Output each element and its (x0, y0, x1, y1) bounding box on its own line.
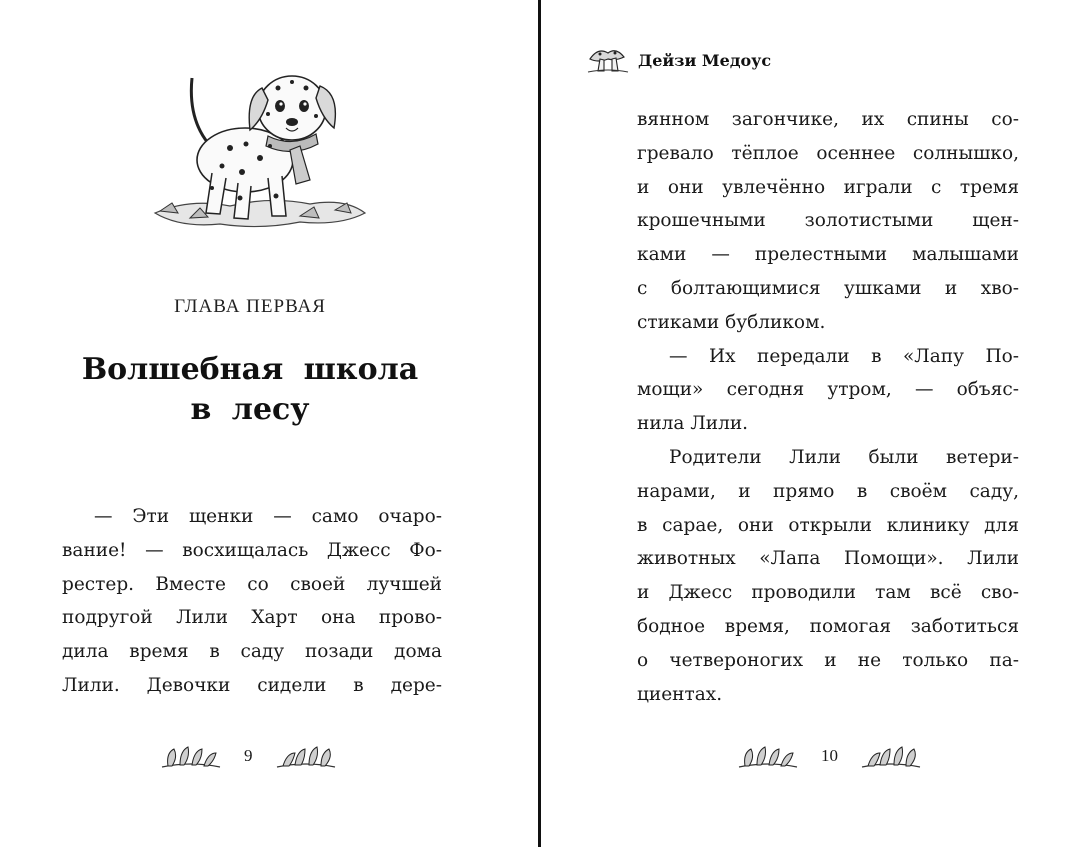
running-head-title: Дейзи Медоус (638, 50, 772, 70)
text-line: рестер. Вместе со своей лучшей (62, 573, 442, 595)
mushroom-icon (586, 45, 630, 75)
text-line: с болтающимися ушками и хво- (637, 277, 1019, 299)
text-line: — Их передали в «Лапу По- (669, 345, 1019, 367)
text-line: вание! — восхищалась Джесс Фо- (62, 539, 442, 561)
text-line: гревало тёплое осеннее солнышко, (637, 142, 1019, 164)
page-number: 9 (244, 746, 253, 765)
page-footer (160, 738, 337, 774)
chapter-title-line: Волшебная школа (81, 352, 419, 387)
text-line: — Эти щенки — само очаро- (94, 506, 442, 527)
chapter-label: ГЛАВА ПЕРВАЯ (174, 296, 326, 317)
left-page (0, 0, 538, 847)
page-divider (538, 0, 541, 847)
running-head (586, 44, 771, 76)
right-page (542, 0, 1078, 847)
leaf-ornament-icon (160, 741, 222, 771)
text-line: Лили. Девочки сидели в дере- (62, 674, 442, 696)
body-text (62, 500, 442, 703)
text-line: в сарае, они открыли клинику для (637, 514, 1019, 536)
dalmatian-puppy-illustration (150, 48, 370, 238)
text-line: и Джесс проводили там всё сво- (637, 582, 1019, 604)
text-line: животных «Лапа Помощи». Лили (637, 548, 1019, 570)
text-line: циентах. (637, 683, 723, 705)
text-line: стиками бубликом. (637, 311, 826, 333)
leaf-ornament-icon (737, 741, 799, 771)
text-line: вянном загончике, их спины со- (637, 109, 1019, 130)
text-line: и они увлечённо играли с тремя (637, 176, 1019, 198)
text-line: крошечными золотистыми щен- (637, 210, 1019, 232)
chapter-title-line: в лесу (190, 392, 310, 427)
leaf-ornament-icon (275, 741, 337, 771)
text-line: подругой Лили Харт она прово- (62, 607, 442, 629)
text-line: Родители Лили были ветери- (669, 446, 1019, 468)
text-line: о четвероногих и не только па- (637, 649, 1019, 671)
leaf-ornament-icon (860, 741, 922, 771)
body-text (637, 103, 1019, 711)
chapter-title (0, 350, 500, 430)
text-line: бодное время, помогая заботиться (637, 615, 1019, 637)
page-number: 10 (821, 746, 838, 765)
text-line: нарами, и прямо в своём саду, (637, 480, 1019, 502)
text-line: мощи» сегодня утром, — объяс- (637, 379, 1019, 401)
text-line: нила Лили. (637, 413, 749, 435)
page-footer (737, 738, 922, 774)
text-line: ками — прелестными малышами (637, 244, 1019, 266)
text-line: дила время в саду позади дома (62, 641, 442, 663)
